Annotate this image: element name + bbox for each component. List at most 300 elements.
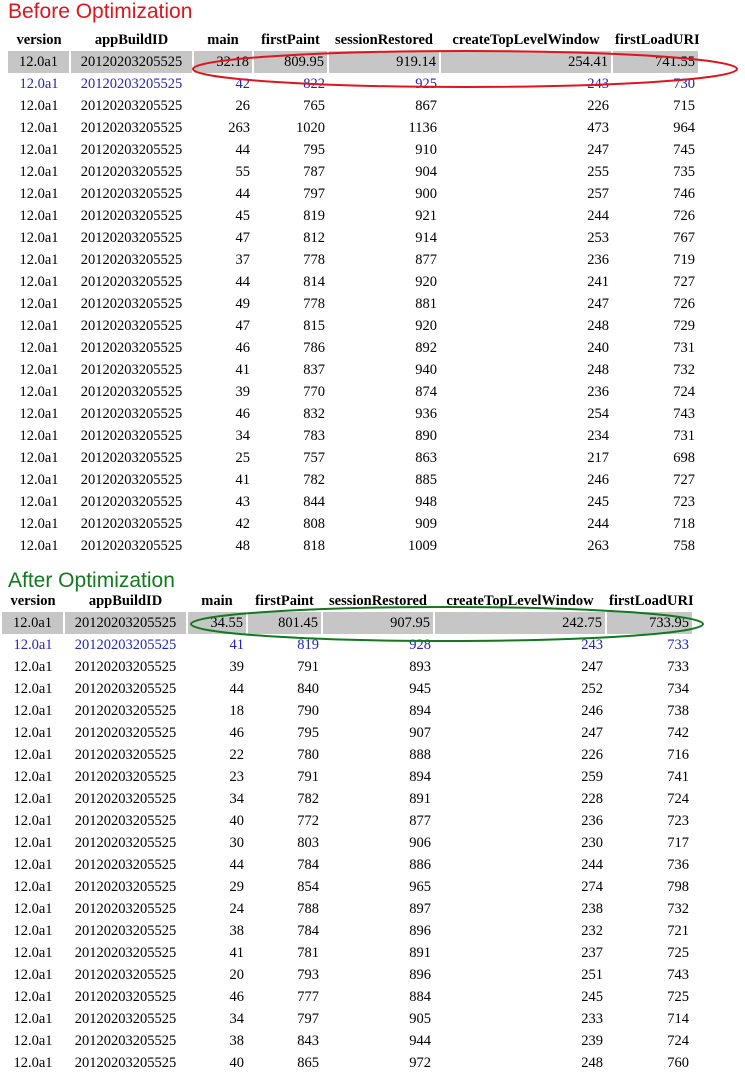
table-row (8, 293, 698, 315)
cell-sessionRestored: 920 (415, 318, 437, 334)
cell-appBuildID: 20120203205525 (74, 923, 177, 939)
cell-sessionRestored: 1009 (408, 538, 437, 554)
table-row (8, 535, 698, 557)
cell-createTopLevelWindow: 254 (587, 406, 609, 422)
cell-firstLoadURI: 760 (667, 1055, 689, 1071)
cell-firstPaint: 795 (303, 142, 325, 158)
cell-firstPaint: 837 (303, 362, 325, 378)
cell-version: 12.0a1 (13, 967, 53, 983)
cell-createTopLevelWindow: 263 (587, 538, 609, 554)
table-row (2, 876, 692, 898)
cell-firstLoadURI: 717 (667, 835, 689, 851)
cell-sessionRestored: 863 (415, 450, 437, 466)
cell-createTopLevelWindow: 251 (581, 967, 603, 983)
cell-sessionRestored: 904 (415, 164, 437, 180)
cell-main: 45 (235, 208, 250, 224)
cell-appBuildID: 20120203205525 (80, 120, 183, 136)
cell-firstPaint: 765 (303, 98, 325, 114)
cell-main: 41 (235, 362, 250, 378)
cell-firstPaint: 791 (297, 659, 319, 675)
cell-sessionRestored: 874 (415, 384, 437, 400)
table-row (2, 964, 692, 986)
table-row (2, 832, 692, 854)
cell-version: 12.0a1 (13, 791, 53, 807)
cell-version: 12.0a1 (19, 318, 59, 334)
cell-firstPaint: 865 (297, 1055, 319, 1071)
cell-appBuildID: 20120203205525 (80, 494, 183, 510)
cell-main: 42 (235, 516, 250, 532)
cell-appBuildID: 20120203205525 (80, 362, 183, 378)
cell-firstLoadURI: 725 (667, 989, 689, 1005)
table-row (8, 271, 698, 293)
cell-firstLoadURI: 964 (673, 120, 695, 136)
table-row (2, 942, 692, 964)
cell-appBuildID: 20120203205525 (74, 747, 177, 763)
cell-appBuildID: 20120203205525 (80, 164, 183, 180)
cell-createTopLevelWindow: 247 (587, 296, 609, 312)
cell-main: 41 (229, 945, 244, 961)
median-row (2, 634, 692, 656)
cell-createTopLevelWindow: 228 (581, 791, 603, 807)
table-row (8, 425, 698, 447)
cell-firstLoadURI: 718 (673, 516, 695, 532)
cell-firstPaint: 797 (303, 186, 325, 202)
cell-createTopLevelWindow: 246 (581, 703, 603, 719)
cell-firstPaint: 844 (303, 494, 325, 510)
cell-main: 46 (235, 340, 250, 356)
cell-createTopLevelWindow: 226 (581, 747, 603, 763)
cell-firstPaint: 790 (297, 703, 319, 719)
cell-createTopLevelWindow: 274 (581, 879, 603, 895)
cell-sessionRestored: 1136 (408, 120, 437, 136)
cell-createTopLevelWindow: 217 (587, 450, 609, 466)
median-row (8, 73, 698, 95)
cell-firstLoadURI: 719 (673, 252, 695, 268)
cell-main: 25 (235, 450, 250, 466)
table-row (8, 205, 698, 227)
cell-firstPaint: 818 (303, 538, 325, 554)
cell-main: 43 (235, 494, 250, 510)
cell-sessionRestored: 920 (415, 274, 437, 290)
cell-appBuildID: 20120203205525 (74, 857, 177, 873)
cell-firstLoadURI: 698 (673, 450, 695, 466)
cell-firstPaint: 780 (297, 747, 319, 763)
cell-createTopLevelWindow: 255 (587, 164, 609, 180)
cell-appBuildID: 20120203205525 (80, 472, 183, 488)
cell-main: 39 (235, 384, 250, 400)
cell-createTopLevelWindow: 254.41 (440, 51, 612, 73)
cell-firstPaint: 778 (303, 296, 325, 312)
cell-firstLoadURI: 745 (673, 142, 695, 158)
cell-version: 12.0a1 (19, 186, 59, 202)
cell-version: 12.0a1 (13, 659, 53, 675)
cell-sessionRestored: 885 (415, 472, 437, 488)
cell-createTopLevelWindow: 247 (581, 659, 603, 675)
cell-firstPaint: 812 (303, 230, 325, 246)
table-row (8, 513, 698, 535)
cell-createTopLevelWindow: 244 (587, 516, 609, 532)
cell-version: 12.0a1 (13, 747, 53, 763)
cell-createTopLevelWindow: 236 (581, 813, 603, 829)
table-row (8, 227, 698, 249)
cell-sessionRestored: 894 (409, 703, 431, 719)
cell-main: 34 (235, 428, 250, 444)
cell-firstLoadURI: 723 (667, 813, 689, 829)
cell-version: 12.0a1 (19, 252, 59, 268)
cell-createTopLevelWindow: 247 (581, 725, 603, 741)
cell-main: 46 (229, 725, 244, 741)
cell-main: 34 (229, 791, 244, 807)
cell-main: 18 (229, 703, 244, 719)
after-table (2, 590, 692, 1074)
cell-firstPaint: 797 (297, 1011, 319, 1027)
cell-createTopLevelWindow: 240 (587, 340, 609, 356)
cell-createTopLevelWindow: 234 (587, 428, 609, 444)
cell-version: 12.0a1 (19, 120, 59, 136)
cell-firstPaint: 770 (303, 384, 325, 400)
cell-createTopLevelWindow: 243 (581, 637, 603, 653)
cell-main: 38 (229, 1033, 244, 1049)
cell-sessionRestored: 884 (409, 989, 431, 1005)
cell-createTopLevelWindow: 243 (587, 76, 609, 92)
column-header-firstPaint: firstPaint (255, 593, 314, 609)
cell-createTopLevelWindow: 236 (587, 384, 609, 400)
cell-sessionRestored: 877 (409, 813, 431, 829)
column-header-version: version (16, 32, 62, 48)
cell-firstPaint: 801.45 (247, 612, 322, 634)
column-header-firstPaint: firstPaint (261, 32, 320, 48)
table-row (8, 117, 698, 139)
cell-createTopLevelWindow: 248 (587, 362, 609, 378)
cell-createTopLevelWindow: 232 (581, 923, 603, 939)
cell-main: 44 (235, 142, 250, 158)
cell-firstPaint: 777 (297, 989, 319, 1005)
cell-createTopLevelWindow: 259 (581, 769, 603, 785)
cell-appBuildID: 20120203205525 (74, 967, 177, 983)
column-header-appBuildID: appBuildID (88, 593, 163, 609)
cell-createTopLevelWindow: 230 (581, 835, 603, 851)
cell-sessionRestored: 948 (415, 494, 437, 510)
table-row (2, 1030, 692, 1052)
cell-firstLoadURI: 724 (667, 1033, 689, 1049)
cell-main: 46 (229, 989, 244, 1005)
cell-createTopLevelWindow: 257 (587, 186, 609, 202)
cell-firstLoadURI: 758 (673, 538, 695, 554)
after-heading: After Optimization (8, 569, 175, 592)
cell-sessionRestored: 907.95 (322, 612, 434, 634)
before-header-row (8, 29, 698, 51)
cell-main: 47 (235, 230, 250, 246)
cell-main: 41 (229, 637, 244, 653)
table-row (8, 183, 698, 205)
cell-appBuildID: 20120203205525 (80, 252, 183, 268)
cell-main: 20 (229, 967, 244, 983)
cell-firstLoadURI: 723 (673, 494, 695, 510)
cell-version: 12.0a1 (13, 813, 53, 829)
cell-appBuildID: 20120203205525 (80, 406, 183, 422)
column-header-main: main (207, 32, 239, 48)
column-header-createTopLevelWindow: createTopLevelWindow (452, 32, 600, 48)
cell-firstPaint: 788 (297, 901, 319, 917)
cell-createTopLevelWindow: 238 (581, 901, 603, 917)
cell-appBuildID: 20120203205525 (74, 945, 177, 961)
cell-firstPaint: 815 (303, 318, 325, 334)
cell-appBuildID: 20120203205525 (64, 612, 187, 634)
cell-createTopLevelWindow: 239 (581, 1033, 603, 1049)
cell-createTopLevelWindow: 233 (581, 1011, 603, 1027)
cell-firstPaint: 1020 (296, 120, 325, 136)
cell-sessionRestored: 900 (415, 186, 437, 202)
table-row (2, 898, 692, 920)
cell-appBuildID: 20120203205525 (80, 428, 183, 444)
cell-firstLoadURI: 727 (673, 472, 695, 488)
column-header-main: main (201, 593, 233, 609)
cell-version: 12.0a1 (19, 450, 59, 466)
cell-firstLoadURI: 746 (673, 186, 695, 202)
cell-appBuildID: 20120203205525 (74, 769, 177, 785)
cell-version: 12.0a1 (19, 98, 59, 114)
cell-firstLoadURI: 721 (667, 923, 689, 939)
cell-firstLoadURI: 725 (667, 945, 689, 961)
cell-sessionRestored: 881 (415, 296, 437, 312)
cell-firstPaint: 772 (297, 813, 319, 829)
cell-sessionRestored: 906 (409, 835, 431, 851)
cell-appBuildID: 20120203205525 (74, 835, 177, 851)
cell-firstPaint: 778 (303, 252, 325, 268)
cell-sessionRestored: 890 (415, 428, 437, 444)
cell-sessionRestored: 910 (415, 142, 437, 158)
cell-version: 12.0a1 (19, 76, 59, 92)
cell-main: 39 (229, 659, 244, 675)
cell-firstPaint: 819 (303, 208, 325, 224)
after-header-row (2, 590, 692, 612)
cell-appBuildID: 20120203205525 (74, 681, 177, 697)
cell-appBuildID: 20120203205525 (74, 813, 177, 829)
cell-version: 12.0a1 (2, 612, 64, 634)
cell-firstPaint: 787 (303, 164, 325, 180)
cell-firstLoadURI: 731 (673, 340, 695, 356)
cell-main: 46 (235, 406, 250, 422)
cell-version: 12.0a1 (19, 516, 59, 532)
table-row (2, 744, 692, 766)
cell-version: 12.0a1 (19, 406, 59, 422)
cell-firstLoadURI: 742 (667, 725, 689, 741)
cell-appBuildID: 20120203205525 (80, 450, 183, 466)
table-row (8, 249, 698, 271)
cell-appBuildID: 20120203205525 (74, 791, 177, 807)
table-row (2, 810, 692, 832)
cell-version: 12.0a1 (13, 879, 53, 895)
cell-createTopLevelWindow: 226 (587, 98, 609, 114)
cell-main: 55 (235, 164, 250, 180)
table-row (2, 700, 692, 722)
cell-appBuildID: 20120203205525 (80, 186, 183, 202)
cell-createTopLevelWindow: 252 (581, 681, 603, 697)
cell-version: 12.0a1 (13, 725, 53, 741)
cell-sessionRestored: 892 (415, 340, 437, 356)
cell-firstLoadURI: 735 (673, 164, 695, 180)
cell-version: 12.0a1 (13, 989, 53, 1005)
table-row (8, 403, 698, 425)
cell-main: 30 (229, 835, 244, 851)
cell-firstLoadURI: 738 (667, 703, 689, 719)
cell-firstLoadURI: 732 (667, 901, 689, 917)
cell-version: 12.0a1 (19, 274, 59, 290)
cell-sessionRestored: 925 (415, 76, 437, 92)
cell-version: 12.0a1 (13, 769, 53, 785)
cell-firstLoadURI: 714 (667, 1011, 689, 1027)
cell-main: 48 (235, 538, 250, 554)
cell-main: 26 (235, 98, 250, 114)
table-row (8, 95, 698, 117)
table-row (8, 469, 698, 491)
cell-version: 12.0a1 (13, 945, 53, 961)
cell-firstPaint: 781 (297, 945, 319, 961)
cell-firstPaint: 783 (303, 428, 325, 444)
cell-sessionRestored: 891 (409, 791, 431, 807)
cell-sessionRestored: 940 (415, 362, 437, 378)
cell-firstLoadURI: 724 (673, 384, 695, 400)
cell-firstPaint: 808 (303, 516, 325, 532)
cell-firstPaint: 803 (297, 835, 319, 851)
cell-firstPaint: 784 (297, 923, 319, 939)
table-row (8, 381, 698, 403)
table-row (2, 788, 692, 810)
cell-main: 38 (229, 923, 244, 939)
cell-firstLoadURI: 734 (667, 681, 689, 697)
table-row (8, 491, 698, 513)
cell-sessionRestored: 886 (409, 857, 431, 873)
cell-firstLoadURI: 741 (667, 769, 689, 785)
column-header-createTopLevelWindow: createTopLevelWindow (446, 593, 594, 609)
cell-createTopLevelWindow: 248 (587, 318, 609, 334)
cell-appBuildID: 20120203205525 (80, 76, 183, 92)
cell-appBuildID: 20120203205525 (80, 296, 183, 312)
cell-firstLoadURI: 726 (673, 208, 695, 224)
cell-sessionRestored: 896 (409, 967, 431, 983)
cell-sessionRestored: 914 (415, 230, 437, 246)
cell-main: 44 (235, 186, 250, 202)
cell-main: 40 (229, 813, 244, 829)
cell-sessionRestored: 867 (415, 98, 437, 114)
cell-version: 12.0a1 (8, 51, 70, 73)
cell-firstLoadURI: 730 (673, 76, 695, 92)
cell-firstPaint: 791 (297, 769, 319, 785)
cell-appBuildID: 20120203205525 (80, 384, 183, 400)
cell-firstLoadURI: 733.95 (606, 612, 692, 634)
table-row (2, 854, 692, 876)
cell-sessionRestored: 893 (409, 659, 431, 675)
column-header-sessionRestored: sessionRestored (334, 32, 433, 48)
column-header-firstLoadURI: firstLoadURI (609, 593, 694, 609)
cell-sessionRestored: 891 (409, 945, 431, 961)
cell-main: 42 (235, 76, 250, 92)
cell-main: 47 (235, 318, 250, 334)
cell-firstLoadURI: 731 (673, 428, 695, 444)
cell-main: 32.18 (193, 51, 253, 73)
cell-firstLoadURI: 743 (667, 967, 689, 983)
cell-main: 23 (229, 769, 244, 785)
table-row (8, 447, 698, 469)
cell-appBuildID: 20120203205525 (80, 208, 183, 224)
cell-version: 12.0a1 (13, 703, 53, 719)
cell-createTopLevelWindow: 473 (587, 120, 609, 136)
cell-version: 12.0a1 (13, 901, 53, 917)
cell-main: 44 (229, 681, 244, 697)
cell-createTopLevelWindow: 236 (587, 252, 609, 268)
cell-firstLoadURI: 716 (667, 747, 689, 763)
cell-appBuildID: 20120203205525 (80, 142, 183, 158)
average-row (2, 612, 692, 634)
cell-main: 44 (235, 274, 250, 290)
cell-sessionRestored: 897 (409, 901, 431, 917)
cell-firstLoadURI: 729 (673, 318, 695, 334)
cell-sessionRestored: 905 (409, 1011, 431, 1027)
cell-firstLoadURI: 743 (673, 406, 695, 422)
column-header-appBuildID: appBuildID (94, 32, 169, 48)
cell-firstPaint: 782 (297, 791, 319, 807)
column-header-version: version (10, 593, 56, 609)
cell-firstLoadURI: 733 (667, 637, 689, 653)
cell-createTopLevelWindow: 237 (581, 945, 603, 961)
cell-sessionRestored: 936 (415, 406, 437, 422)
cell-createTopLevelWindow: 245 (581, 989, 603, 1005)
cell-appBuildID: 20120203205525 (80, 318, 183, 334)
cell-sessionRestored: 877 (415, 252, 437, 268)
cell-main: 40 (229, 1055, 244, 1071)
cell-main: 24 (229, 901, 244, 917)
table-row (2, 656, 692, 678)
cell-createTopLevelWindow: 253 (587, 230, 609, 246)
before-table (8, 29, 698, 557)
column-header-sessionRestored: sessionRestored (328, 593, 427, 609)
cell-main: 49 (235, 296, 250, 312)
cell-main: 34.55 (187, 612, 247, 634)
cell-appBuildID: 20120203205525 (74, 725, 177, 741)
cell-main: 263 (228, 120, 250, 136)
cell-appBuildID: 20120203205525 (80, 538, 183, 554)
cell-version: 12.0a1 (19, 142, 59, 158)
cell-firstPaint: 854 (297, 879, 319, 895)
cell-firstPaint: 786 (303, 340, 325, 356)
table-row (8, 315, 698, 337)
cell-sessionRestored: 972 (409, 1055, 431, 1071)
cell-firstPaint: 795 (297, 725, 319, 741)
average-row (8, 51, 698, 73)
column-header-firstLoadURI: firstLoadURI (615, 32, 700, 48)
cell-version: 12.0a1 (13, 637, 53, 653)
cell-firstPaint: 809.95 (253, 51, 328, 73)
cell-createTopLevelWindow: 242.75 (434, 612, 606, 634)
cell-version: 12.0a1 (13, 1011, 53, 1027)
cell-appBuildID: 20120203205525 (80, 274, 183, 290)
cell-firstLoadURI: 726 (673, 296, 695, 312)
cell-appBuildID: 20120203205525 (80, 516, 183, 532)
table-row (2, 986, 692, 1008)
cell-main: 41 (235, 472, 250, 488)
table-row (2, 678, 692, 700)
cell-createTopLevelWindow: 241 (587, 274, 609, 290)
cell-sessionRestored: 945 (409, 681, 431, 697)
cell-firstPaint: 784 (297, 857, 319, 873)
cell-version: 12.0a1 (19, 494, 59, 510)
cell-firstLoadURI: 798 (667, 879, 689, 895)
cell-main: 34 (229, 1011, 244, 1027)
cell-version: 12.0a1 (19, 472, 59, 488)
cell-firstLoadURI: 724 (667, 791, 689, 807)
cell-sessionRestored: 896 (409, 923, 431, 939)
cell-sessionRestored: 919.14 (328, 51, 440, 73)
